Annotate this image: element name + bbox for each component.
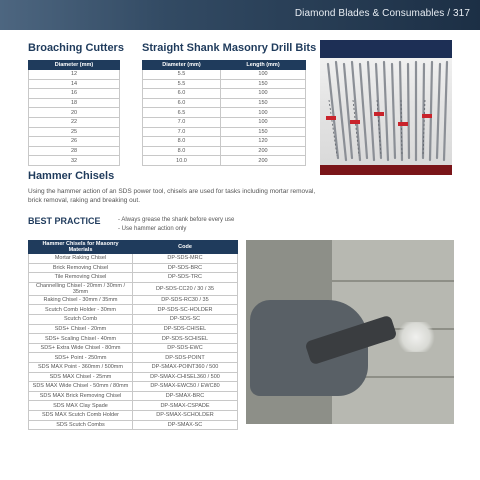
- chisel-row-cell: DP-SDS-RC30 / 35: [133, 295, 238, 305]
- masonry-row-cell: 8.0: [143, 137, 221, 147]
- chisel-row-cell: DP-SDS-POINT: [133, 353, 238, 363]
- masonry-row: [143, 146, 306, 156]
- best-practice-item: - Always grease the shank before every use: [118, 217, 235, 223]
- best-practice-title: BEST PRACTICE: [28, 216, 101, 226]
- broaching-header: Diameter (mm): [29, 61, 120, 70]
- broaching-row: [29, 137, 120, 147]
- masonry-row-cell: 150: [221, 79, 306, 89]
- chisel-row: [29, 324, 238, 334]
- masonry-row-cell: 8.0: [143, 146, 221, 156]
- chisel-row-cell: SDS+ Point - 250mm: [29, 353, 133, 363]
- masonry-row-cell: 150: [221, 98, 306, 108]
- masonry-row: [143, 117, 306, 127]
- chisel-row: [29, 315, 238, 325]
- chisel-row: [29, 263, 238, 273]
- masonry-table: [142, 60, 306, 166]
- broaching-row: [29, 79, 120, 89]
- masonry-row-cell: 120: [221, 137, 306, 147]
- chisel-row-cell: Scutch Comb: [29, 315, 133, 325]
- broaching-row-cell: 14: [29, 79, 120, 89]
- chisel-row-cell: DP-SMAX-POINT360 / 500: [133, 363, 238, 373]
- chisel-row: [29, 343, 238, 353]
- masonry-row: [143, 89, 306, 99]
- chisel-row: [29, 363, 238, 373]
- broaching-row: [29, 70, 120, 80]
- masonry-row: [143, 98, 306, 108]
- chisel-row: [29, 401, 238, 411]
- chisel-row-cell: Tile Removing Chisel: [29, 273, 133, 283]
- masonry-header-length: Length (mm): [221, 61, 306, 70]
- chisel-row-cell: SDS MAX Chisel - 25mm: [29, 372, 133, 382]
- chisel-row-cell: DP-SDS-SC-HOLDER: [133, 305, 238, 315]
- chisel-row-cell: DP-SDS-MRC: [133, 254, 238, 264]
- page-header-title: Diamond Blades & Consumables / 317: [294, 8, 470, 19]
- masonry-row-cell: 6.5: [143, 108, 221, 118]
- masonry-row: [143, 137, 306, 147]
- broaching-row-cell: 32: [29, 156, 120, 166]
- chisel-row: [29, 353, 238, 363]
- chisel-row: [29, 382, 238, 392]
- masonry-row-cell: 6.0: [143, 89, 221, 99]
- broaching-row: [29, 89, 120, 99]
- broaching-row-cell: 12: [29, 70, 120, 80]
- chisels-header-code: Code: [133, 241, 238, 254]
- chisel-row: [29, 420, 238, 430]
- masonry-title: Straight Shank Masonry Drill Bits: [142, 42, 317, 54]
- masonry-row-cell: 200: [221, 146, 306, 156]
- chisel-row-cell: DP-SMAX-SC: [133, 420, 238, 430]
- chisels-header-name: Hammer Chisels for Masonry Materials: [29, 241, 133, 254]
- masonry-row-cell: 100: [221, 70, 306, 80]
- broaching-row-cell: 20: [29, 108, 120, 118]
- chisel-row-cell: Scutch Comb Holder - 30mm: [29, 305, 133, 315]
- chisel-row: [29, 391, 238, 401]
- masonry-row-cell: 150: [221, 127, 306, 137]
- masonry-row-cell: 10.0: [143, 156, 221, 166]
- broaching-row: [29, 117, 120, 127]
- best-practice-item: - Use hammer action only: [118, 225, 187, 232]
- chisel-row: [29, 273, 238, 283]
- masonry-row: [143, 108, 306, 118]
- masonry-row-cell: 6.0: [143, 98, 221, 108]
- chisel-row: [29, 372, 238, 382]
- broaching-row-cell: 28: [29, 146, 120, 156]
- broaching-row-cell: 25: [29, 127, 120, 137]
- drill-bits-photo: [320, 40, 452, 175]
- chisel-row-cell: DP-SDS-SC: [133, 315, 238, 325]
- chisel-row: [29, 411, 238, 421]
- chisel-row-cell: Mortar Raking Chisel: [29, 254, 133, 264]
- masonry-row-cell: 100: [221, 117, 306, 127]
- masonry-row-cell: 100: [221, 89, 306, 99]
- broaching-row-cell: 16: [29, 89, 120, 99]
- chisel-row-cell: SDS Scutch Combs: [29, 420, 133, 430]
- chisel-row-cell: SDS+ Scaling Chisel - 40mm: [29, 334, 133, 344]
- broaching-row: [29, 156, 120, 166]
- chisel-row-cell: DP-SDS-EWC: [133, 343, 238, 353]
- masonry-row: [143, 70, 306, 80]
- broaching-table: [28, 60, 120, 166]
- header-bar: [0, 0, 480, 30]
- masonry-row: [143, 79, 306, 89]
- hammer-chisels-title: Hammer Chisels: [28, 170, 115, 182]
- chisel-row: [29, 305, 238, 315]
- masonry-row-cell: 200: [221, 156, 306, 166]
- chisel-row-cell: SDS MAX Scutch Comb Holder: [29, 411, 133, 421]
- masonry-row-cell: 100: [221, 108, 306, 118]
- chisel-row-cell: SDS MAX Wide Chisel - 50mm / 80mm: [29, 382, 133, 392]
- chisel-row: [29, 295, 238, 305]
- chisel-row-cell: DP-SMAX-EWC50 / EWC80: [133, 382, 238, 392]
- broaching-row-cell: 26: [29, 137, 120, 147]
- chisel-in-use-photo: [246, 240, 454, 424]
- masonry-row-cell: 5.5: [143, 79, 221, 89]
- broaching-row: [29, 108, 120, 118]
- broaching-row: [29, 98, 120, 108]
- chisel-row-cell: Brick Removing Chisel: [29, 263, 133, 273]
- masonry-row-cell: 5.5: [143, 70, 221, 80]
- masonry-row: [143, 156, 306, 166]
- chisel-row-cell: DP-SDS-SCHISEL: [133, 334, 238, 344]
- dust-cloud: [396, 322, 436, 352]
- masonry-row: [143, 127, 306, 137]
- chisel-row-cell: SDS MAX Point - 360mm / 500mm: [29, 363, 133, 373]
- rack-bottom: [320, 165, 452, 175]
- best-practice-list: [118, 216, 234, 233]
- masonry-row-cell: 7.0: [143, 117, 221, 127]
- broaching-row-cell: 18: [29, 98, 120, 108]
- chisel-row: [29, 282, 238, 295]
- chisel-row: [29, 334, 238, 344]
- broaching-row-cell: 22: [29, 117, 120, 127]
- broaching-title: Broaching Cutters: [28, 42, 124, 54]
- chisel-row: [29, 254, 238, 264]
- masonry-row-cell: 7.0: [143, 127, 221, 137]
- chisel-row-cell: DP-SDS-TRC: [133, 273, 238, 283]
- chisel-row-cell: DP-SDS-CC20 / 30 / 35: [133, 282, 238, 295]
- masonry-header-diameter: Diameter (mm): [143, 61, 221, 70]
- chisel-row-cell: DP-SMAX-BRC: [133, 391, 238, 401]
- chisel-row-cell: SDS+ Extra Wide Chisel - 80mm: [29, 343, 133, 353]
- drill-bits-icon: [320, 40, 452, 175]
- chisel-row-cell: SDS MAX Clay Spade: [29, 401, 133, 411]
- broaching-row: [29, 127, 120, 137]
- chisel-row-cell: SDS+ Chisel - 20mm: [29, 324, 133, 334]
- chisel-row-cell: DP-SMAX-CHISEL360 / 500: [133, 372, 238, 382]
- chisels-table: [28, 240, 238, 430]
- chisel-row-cell: Channelling Chisel - 20mm / 30mm / 35mm: [29, 282, 133, 295]
- hammer-chisels-description: Using the hammer action of an SDS power tool, chisels are used for tasks including mortar removal, brick removal, raking and breaking out.: [28, 188, 316, 204]
- chisel-row-cell: DP-SDS-BRC: [133, 263, 238, 273]
- chisel-row-cell: Raking Chisel - 30mm / 35mm: [29, 295, 133, 305]
- chisel-row-cell: DP-SDS-CHISEL: [133, 324, 238, 334]
- chisel-row-cell: DP-SMAX-CSPADE: [133, 401, 238, 411]
- chisel-row-cell: DP-SMAX-SCHOLDER: [133, 411, 238, 421]
- chisel-row-cell: SDS MAX Brick Removing Chisel: [29, 391, 133, 401]
- broaching-row: [29, 146, 120, 156]
